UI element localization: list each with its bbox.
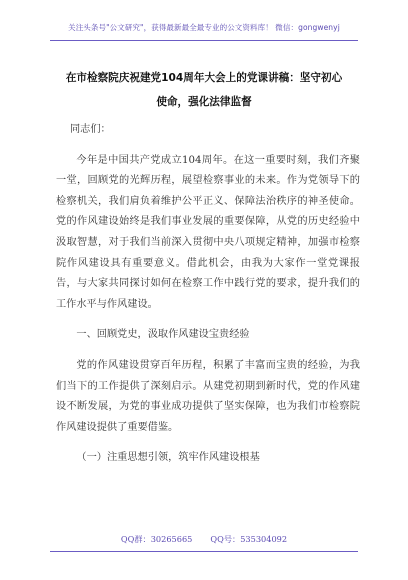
title-line-2: 使命，强化法律监督 [156, 96, 252, 108]
footer-qq-number: QQ号：535304092 [210, 534, 288, 544]
footer-qq-group: QQ群：30265665 [120, 534, 193, 544]
section-heading-1: 一、回顾党史，汲取作风建设宝贵经验 [76, 329, 250, 341]
document-title [56, 66, 352, 114]
section-paragraph-1: 党的作风建设贯穿百年历程，积累了丰富而宝贵的经验，为我们当下的工作提供了深刻启示。从建党初期到新时代，党的作风建设不断发展，为党的事业成功提供了坚实保障，也为我们市检察院作风建设提供了重要借鉴。 [56, 359, 360, 433]
salutation: 同志们： [70, 124, 111, 135]
title-line-1: 在市检察院庆祝建党104周年大会上的党课讲稿：坚守初心 [65, 72, 343, 84]
page-footer [0, 534, 408, 545]
footer-divider [50, 551, 358, 552]
intro-paragraph: 今年是中国共产党成立104周年。在这一重要时刻，我们齐聚一堂，回顾党的光辉历程，展望检察事业的未来。作为党领导下的检察机关，我们肩负着维护公平正义、保障法治秩序的神圣使命。党的作风建设始终是我们事业发展的重要保障，从党的历史经验中汲取智慧，对于我们当前深入贯彻中央八项规定精神，加强市检察院作风建设具有重要意义。借此机会，由我为大家作一堂党课报告，与大家共同探讨如何在检察工作中践行党的要求，提升我们的工作水平与作风建设。 [56, 154, 360, 310]
document-body [56, 116, 360, 479]
subsection-heading-1: （一）注重思想引领，筑牢作风建设根基 [76, 452, 260, 464]
header-divider [50, 40, 358, 41]
page-header: 关注头条号"公文研究"，获得最新最全最专业的公文资料库！ 微信：gongwenyj [68, 23, 340, 32]
